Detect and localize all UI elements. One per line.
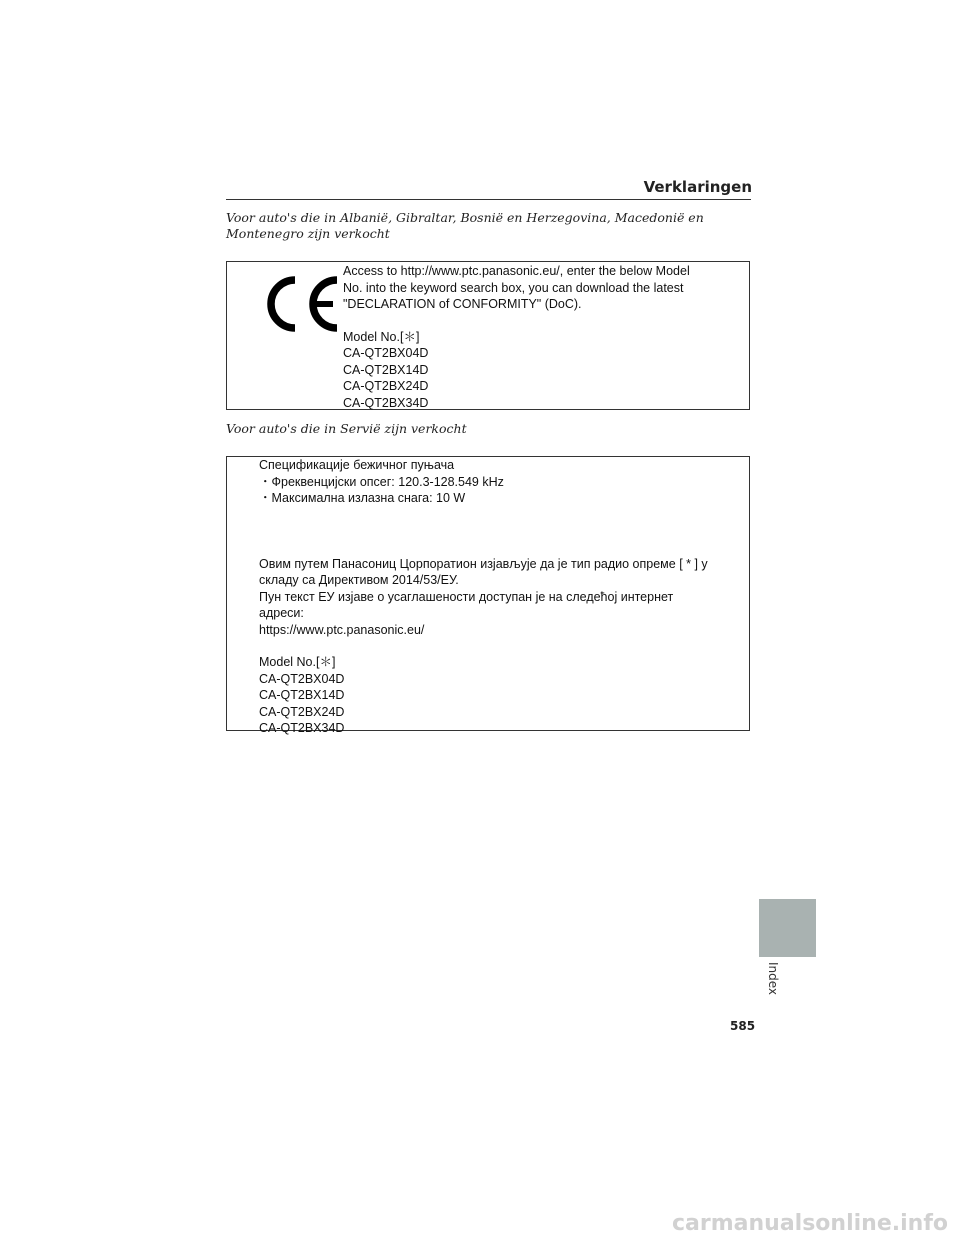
- index-tab[interactable]: [759, 899, 816, 957]
- declaration-line: складу са Директивом 2014/53/ЕУ.: [259, 573, 459, 587]
- index-tab-label: [764, 960, 784, 1000]
- spec-line: ・Максимална излазна снага: 10 W: [259, 491, 466, 505]
- declaration-url: https://www.ptc.panasonic.eu/: [259, 622, 425, 637]
- model-number: CA-QT2BX14D: [259, 688, 345, 702]
- model-number: CA-QT2BX04D: [259, 671, 345, 686]
- serbian-declaration-box: [226, 456, 750, 735]
- model-label: Model No.[＊]: [343, 329, 420, 344]
- spacer: [259, 638, 739, 654]
- ce-declaration-box: [226, 261, 750, 410]
- model-number: CA-QT2BX24D: [259, 704, 345, 719]
- spacer: [259, 507, 739, 556]
- ce-mark-icon: [261, 274, 341, 334]
- ce-text-block: [343, 263, 743, 411]
- model-number: CA-QT2BX34D: [343, 395, 429, 410]
- spec-line: ・Фреквенцијски опсег: 120.3-128.549 kHz: [259, 474, 504, 489]
- model-number: CA-QT2BX14D: [343, 362, 429, 377]
- model-number: CA-QT2BX04D: [343, 346, 429, 360]
- model-label: Model No.[＊]: [259, 655, 336, 669]
- watermark: carmanualsonline.info: [672, 1211, 948, 1236]
- declaration-line: Пун текст ЕУ изјаве о усаглашености доступан је на следећој интернет: [259, 589, 674, 604]
- note-serbia: Voor auto's die in Servië zijn verkocht: [226, 421, 467, 436]
- spec-heading: Спецификације бежичног пуњача: [259, 458, 455, 472]
- page-number: 585: [730, 1019, 756, 1033]
- intro-line: No. into the keyword search box, you can download the latest: [343, 280, 684, 295]
- declaration-line: Овим путем Панасониц Цорпоратион изјављује да је тип радио опреме [ * ] у: [259, 556, 708, 571]
- note-albania: Voor auto's die in Albanië, Gibraltar, Bosnië en Herzegovina, Macedonië en Montenegro zijn verkocht: [226, 210, 704, 241]
- header-divider: [226, 199, 751, 200]
- section-title: Verklaringen: [643, 178, 752, 196]
- spacer: [343, 313, 743, 329]
- intro-line: "DECLARATION of CONFORMITY" (DoC).: [343, 297, 582, 311]
- intro-line: Access to http://www.ptc.panasonic.eu/, enter the below Model: [343, 264, 690, 278]
- index-label-text: Index: [766, 962, 780, 996]
- model-number: CA-QT2BX24D: [343, 379, 429, 393]
- model-number: CA-QT2BX34D: [259, 721, 345, 735]
- serbian-text-block: [259, 457, 739, 737]
- declaration-line: адреси:: [259, 606, 304, 620]
